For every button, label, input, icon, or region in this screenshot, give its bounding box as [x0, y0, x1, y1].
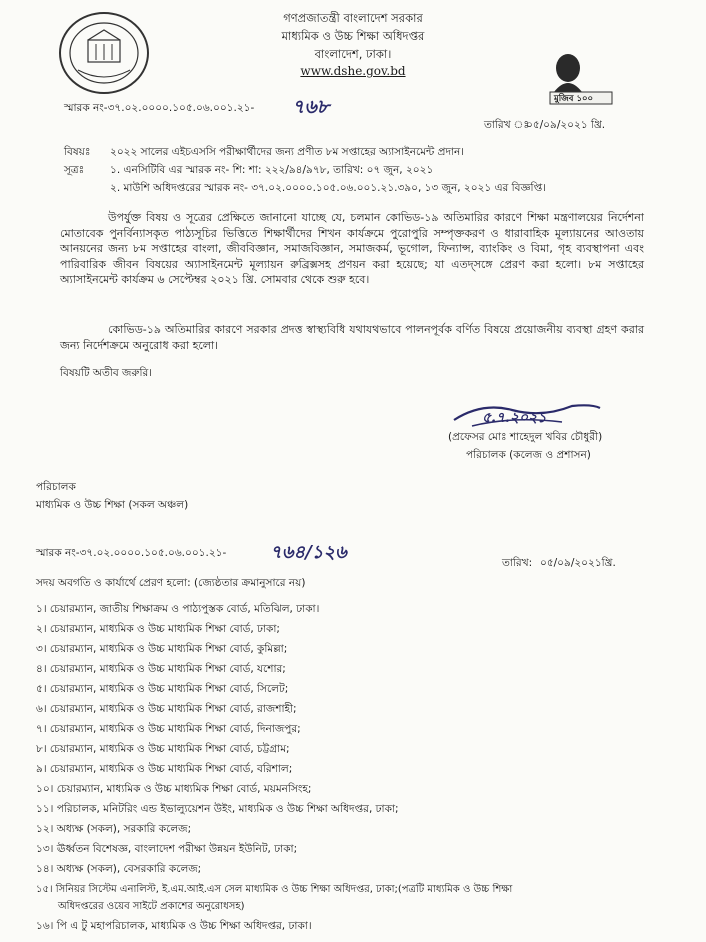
distribution-item: ১১। পরিচালক, মনিটরিং এন্ড ইভাল্যুয়েশন উইং, মাধ্যমিক ও উচ্চ শিক্ষা অধিদপ্তর, ঢাকা;	[36, 803, 399, 815]
distribution-item: ১৫। সিনিয়র সিস্টেম এনালিস্ট, ই.এম.আই.এস সেল মাধ্যমিক ও উচ্চ শিক্ষা অধিদপ্তর, ঢাকা;(পত্রটি মাধ্যমিক ও উচ্চ শিক্ষা	[36, 884, 513, 895]
memo2-handwritten-number: ৭৬৪/১২৬	[270, 542, 347, 563]
distribution-item: ১০। চেয়ারম্যান, মাধ্যমিক ও উচ্চ মাধ্যমিক শিক্ষা বোর্ড, ময়মনসিংহ;	[36, 783, 312, 795]
subject-text: ২০২২ সালের এইচএসসি পরীক্ষার্থীদের জন্য প্রণীত ৮ম সপ্তাহের অ্যাসাইনমেন্ট প্রদান।	[110, 146, 465, 158]
signatory-name: (প্রফেসর মোঃ শাহেদুল খবির চৌধুরী)	[448, 431, 603, 443]
body-paragraph-2: কোভিড-১৯ অতিমারির কারণে সরকার প্রদত্ত স্বাস্থ্যবিধি যথাযথভাবে পালনপূর্বক বর্ণিত বিষয়ে প্রয়োজনীয় ব্যবস্থা গ্রহণ করার জন্য নির্দেশক্রমে অনুরোধ করা হলো।	[60, 323, 644, 352]
distribution-item: ১৬। পি এ টু মহাপরিচালক, মাধ্যমিক ও উচ্চ শিক্ষা অধিদপ্তর, ঢাকা।	[36, 920, 312, 932]
mujib-100-text: মুজিব ১০০	[554, 94, 594, 104]
dshe-seal-logo	[58, 10, 150, 96]
distribution-item: ৪। চেয়ারম্যান, মাধ্যমিক ও উচ্চ মাধ্যমিক শিক্ষা বোর্ড, যশোর;	[36, 663, 286, 675]
distribution-item: ৯। চেয়ারম্যান, মাধ্যমিক ও উচ্চ মাধ্যমিক শিক্ষা বোর্ড, বরিশাল;	[36, 763, 293, 775]
mujib-100-logo	[546, 48, 614, 106]
distribution-item: ৭। চেয়ারম্যান, মাধ্যমিক ও উচ্চ মাধ্যমিক শিক্ষা বোর্ড, দিনাজপুর;	[36, 723, 301, 735]
distribution-item: ১। চেয়ারম্যান, জাতীয় শিক্ষাক্রম ও পাঠ্যপুস্তক বোর্ড, মতিঝিল, ঢাকা।	[36, 603, 320, 615]
distribution-item: ১৪। অধ্যক্ষ (সকল), বেসরকারি কলেজ;	[36, 863, 202, 875]
signature-handwritten-date: ৫.৭.২০২১	[482, 410, 547, 426]
signatory-designation: পরিচালক (কলেজ ও প্রশাসন)	[466, 449, 591, 461]
header-government: গণপ্রজাতন্ত্রী বাংলাদেশ সরকার	[283, 11, 423, 25]
memo1-number: স্মারক নং-৩৭.০২.০০০০.১০৫.০৬.০০১.২১-	[64, 102, 255, 114]
addressee-office: মাধ্যমিক ও উচ্চ শিক্ষা (সকল অঞ্চল)	[36, 499, 189, 511]
memo2-number: স্মারক নং-৩৭.০২.০০০০.১০৫.০৬.০০১.২১-	[36, 547, 227, 559]
subject-label: বিষয়ঃ	[64, 146, 91, 158]
distribution-item: ১৩। ঊর্ধ্বতন বিশেষজ্ঞ, বাংলাদেশ পরীক্ষা উন্নয়ন ইউনিট, ঢাকা;	[36, 843, 298, 855]
body-paragraph-1: উপর্যুক্ত বিষয় ও সূত্রের প্রেক্ষিতে জানানো যাচ্ছে যে, চলমান কোভিড-১৯ অতিমারির কারণে শিক্ষা মন্ত্রণালয়ের নির্দেশনা মোতাবেক পুনর্বিন্যাসকৃত পাঠ্যসূচির ভিত্তিতে শিক্ষার্থীদের শিখন কার্যক্রমে পুরোপুরি সম্পৃক্তকরণ ও ধারাবাহিক মূল্যায়নের আওতায় আনয়নের জন্য ৮ম সপ্তাহের বাংলা, জীববিজ্ঞান, সমাজবিজ্ঞান, সমাজকর্ম, ভূগোল, ফিন্যান্স, ব্যাংকিং ও বিমা, গৃহ ব্যবস্থাপনা এবং পারিবারিক জীবন বিষয়ের অ্যাসাইনমেন্ট মূল্যায়ন রুব্রিক্সসহ প্রণয়ন করা হয়েছে; যা এতদ্‌সঙ্গে প্রেরণ করা হলো। ৮ম সপ্তাহের অ্যাসাইনমেন্ট কার্যক্রম ৬ সেপ্টেম্বর ২০২১ খ্রি. সোমবার থেকে শুরু হবে।	[60, 211, 644, 286]
memo1-date-label: তারিখ ঃ	[484, 119, 529, 131]
reference-item: ১. এনসিটিবি এর স্মারক নং- শি: শা: ২২২/৯৪/৯৭৮, তারিখ: ০৭ জুন, ২০২১	[110, 164, 434, 176]
urgent-note: বিষয়টি অতীব জরুরি।	[60, 367, 153, 379]
memo2-date-label: তারিখ:	[502, 557, 533, 569]
header-address: বাংলাদেশ, ঢাকা।	[314, 47, 392, 61]
distribution-item: ৬। চেয়ারম্যান, মাধ্যমিক ও উচ্চ মাধ্যমিক শিক্ষা বোর্ড, রাজশাহী;	[36, 703, 297, 715]
reference-label: সূত্রঃ	[64, 164, 85, 176]
distribution-intro: সদয় অবগতি ও কার্যার্থে প্রেরণ হলো: (জ্যেষ্ঠতার ক্রমানুসারে নয়)	[36, 577, 306, 589]
memo1-handwritten-number: ৭৬৮	[292, 96, 330, 118]
memo1-date: ০৫/০৯/২০২১ খ্রি.	[526, 119, 606, 131]
distribution-item: ২। চেয়ারম্যান, মাধ্যমিক ও উচ্চ মাধ্যমিক শিক্ষা বোর্ড, ঢাকা;	[36, 623, 280, 635]
addressee-title: পরিচালক	[36, 481, 76, 493]
website-link[interactable]: www.dshe.gov.bd	[300, 64, 406, 78]
header-directorate: মাধ্যমিক ও উচ্চ শিক্ষা অধিদপ্তর	[281, 29, 425, 43]
distribution-item: ৩। চেয়ারম্যান, মাধ্যমিক ও উচ্চ মাধ্যমিক শিক্ষা বোর্ড, কুমিল্লা;	[36, 643, 288, 655]
distribution-item: ১২। অধ্যক্ষ (সকল), সরকারি কলেজ;	[36, 823, 192, 835]
distribution-item-continuation: অধিদপ্তরের ওয়েব সাইটে প্রকাশের অনুরোধসহ)	[58, 901, 245, 912]
memo2-date: ০৫/০৯/২০২১খ্রি.	[540, 557, 616, 569]
distribution-item: ৮। চেয়ারম্যান, মাধ্যমিক ও উচ্চ মাধ্যমিক শিক্ষা বোর্ড, চট্টগ্রাম;	[36, 743, 290, 755]
distribution-item: ৫। চেয়ারম্যান, মাধ্যমিক ও উচ্চ মাধ্যমিক শিক্ষা বোর্ড, সিলেট;	[36, 683, 289, 695]
reference-item: ২. মাউশি অধিদপ্তরের স্মারক নং- ৩৭.০২.০০০০.১০৫.০৬.০০১.২১.৩৯০, ১৩ জুন, ২০২১ এর বিজ্ঞপ্তি।	[110, 182, 546, 194]
